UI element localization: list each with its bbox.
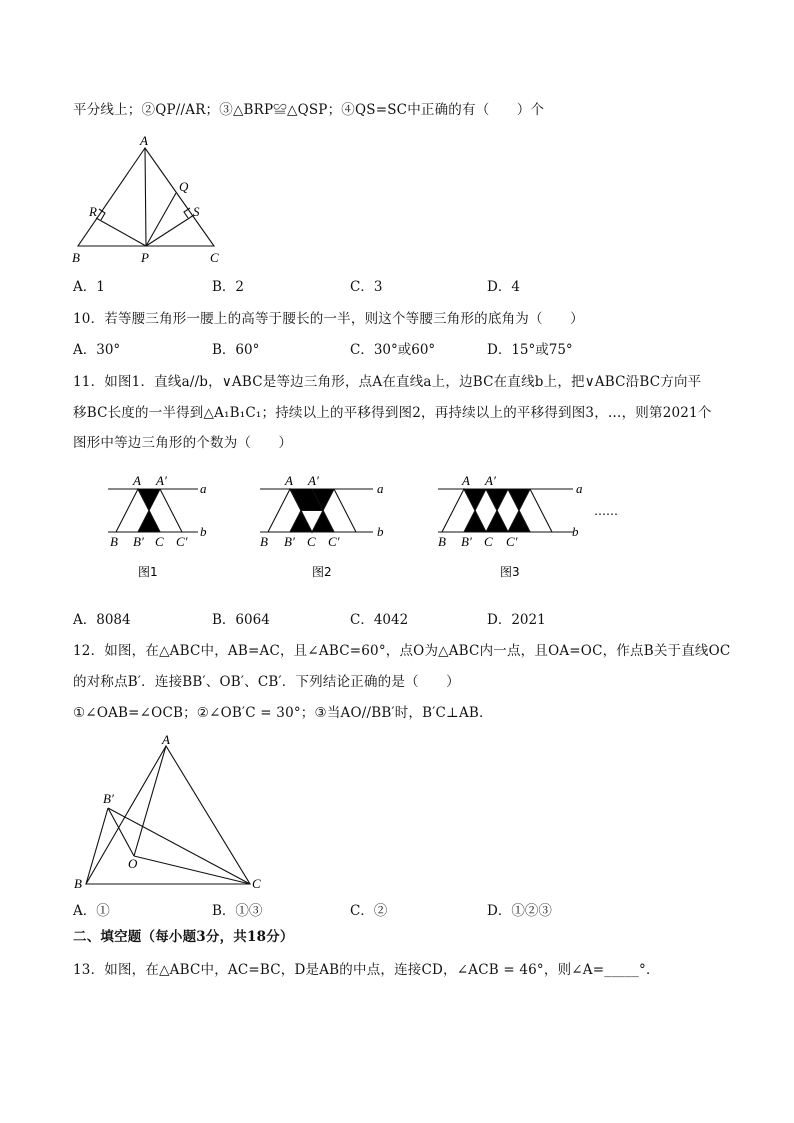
q11-f1-label-a1: A′	[156, 473, 167, 488]
q11-f2-label-b: B	[260, 534, 268, 549]
q12-label-a: A	[162, 732, 170, 747]
q11-option-a[interactable]: A．8084	[73, 612, 131, 628]
q9-label-s: S	[193, 204, 200, 219]
q12-label-b1: B′	[103, 791, 114, 806]
q12-option-a[interactable]: A．①	[73, 903, 110, 919]
q11-caption-3: 图3	[500, 565, 520, 579]
q12-segment-b1c	[108, 808, 250, 884]
q9-label-c: C	[210, 250, 219, 265]
q11-f2-label-a: A	[285, 473, 293, 488]
q12-triangle-abc	[86, 746, 250, 884]
q11-f1-label-a: A	[133, 473, 141, 488]
q11-f2-label-line-b: b	[377, 524, 384, 539]
q10-stem: 10．若等腰三角形一腰上的高等于腰长的一半，则这个等腰三角形的底角为（ ）	[73, 311, 584, 327]
q9-label-q: Q	[179, 179, 189, 194]
q12-label-c: C	[252, 876, 261, 891]
q11-f1-label-c: C	[155, 534, 164, 549]
q11-f1-label-line-b: b	[200, 524, 207, 539]
q11-f3-label-c: C	[484, 534, 493, 549]
q12-label-b: B	[74, 876, 82, 891]
q11-stem-line2: 移BC长度的一半得到△A₁B₁C₁；持续以上的平移得到图2，再持续以上的平移得到图3，…，则第2021个	[73, 405, 712, 421]
q11-f3-label-c1: C′	[506, 534, 518, 549]
q9-label-r: R	[89, 204, 97, 219]
q9-option-d[interactable]: D．4	[487, 279, 520, 295]
q9-option-b[interactable]: B．2	[212, 279, 245, 295]
q11-f3-label-b: B	[438, 534, 446, 549]
q10-option-a[interactable]: A．30°	[73, 342, 121, 358]
q9-option-c[interactable]: C．3	[350, 279, 383, 295]
q13-stem: 13．如图，在△ABC中，AC=BC，D是AB的中点，连接CD，∠ACB = 46°，则∠A=_____°．	[73, 962, 660, 978]
q12-segment-oa	[134, 746, 166, 856]
q11-f1-label-line-a: a	[200, 481, 207, 496]
q12-stem-line3: ①∠OAB=∠OCB；②∠OB′C = 30°；③当AO//BB′时，B′C⊥AB．	[73, 705, 493, 721]
q11-f2-label-a1: A′	[308, 473, 319, 488]
q11-f1-label-c1: C′	[176, 534, 188, 549]
q11-option-b[interactable]: B．6064	[212, 612, 270, 628]
q11-f3-label-a1: A′	[485, 473, 496, 488]
q11-caption-2: 图2	[312, 565, 332, 579]
q9-label-a: A	[140, 133, 148, 148]
q11-stem-line3: 图形中等边三角形的个数为（ ）	[73, 435, 293, 451]
q12-option-b[interactable]: B．①③	[212, 903, 263, 919]
q10-option-c[interactable]: C．30°或60°	[350, 342, 436, 358]
q10-option-b[interactable]: B．60°	[212, 342, 260, 358]
q11-f3-label-b1: B′	[461, 534, 472, 549]
q9-stem-tail: 平分线上；②QP//AR；③△BRP≌△QSP；④QS=SC中正确的有（ ）个	[73, 102, 545, 118]
q12-option-c[interactable]: C．②	[350, 903, 388, 919]
q9-label-p: P	[141, 250, 149, 265]
q12-label-o: O	[128, 856, 138, 871]
q12-stem-line1: 12．如图，在△ABC中，AB=AC，且∠ABC=60°，点O为△ABC内一点，且OA=OC，作点B关于直线OC	[73, 643, 731, 659]
q12-stem-line2: 的对称点B′．连接BB′、OB′、CB′．下列结论正确的是（ ）	[73, 674, 460, 690]
q11-f3-label-line-b: b	[572, 524, 579, 539]
q11-stem-line1: 11．如图1．直线a//b，∨ABC是等边三角形，点A在直线a上，边BC在直线b上，把∨ABC沿BC方向平	[73, 374, 702, 390]
q11-f2-label-c: C	[307, 534, 316, 549]
q12-option-d[interactable]: D．①②③	[487, 903, 552, 919]
q11-f2-label-c1: C′	[328, 534, 340, 549]
q11-f3-label-line-a: a	[576, 481, 583, 496]
q11-ellipsis: ……	[594, 504, 618, 518]
q11-f3-label-a: A	[462, 473, 470, 488]
q11-option-c[interactable]: C．4042	[350, 612, 409, 628]
q9-label-b: B	[72, 250, 80, 265]
q11-f2-label-line-a: a	[377, 481, 384, 496]
q10-option-d[interactable]: D．15°或75°	[487, 342, 573, 358]
q12-segment-oc	[134, 856, 250, 884]
q11-f1-label-b1: B′	[133, 534, 144, 549]
q11-f1-label-b: B	[110, 534, 118, 549]
q9-option-a[interactable]: A．1	[73, 279, 105, 295]
q11-option-d[interactable]: D．2021	[487, 612, 546, 628]
q11-caption-1: 图1	[138, 565, 158, 579]
section-2-title: 二、填空题（每小题3分，共18分）	[73, 929, 294, 945]
q11-f2-label-b1: B′	[284, 534, 295, 549]
q12-segment-bb1	[86, 808, 108, 884]
